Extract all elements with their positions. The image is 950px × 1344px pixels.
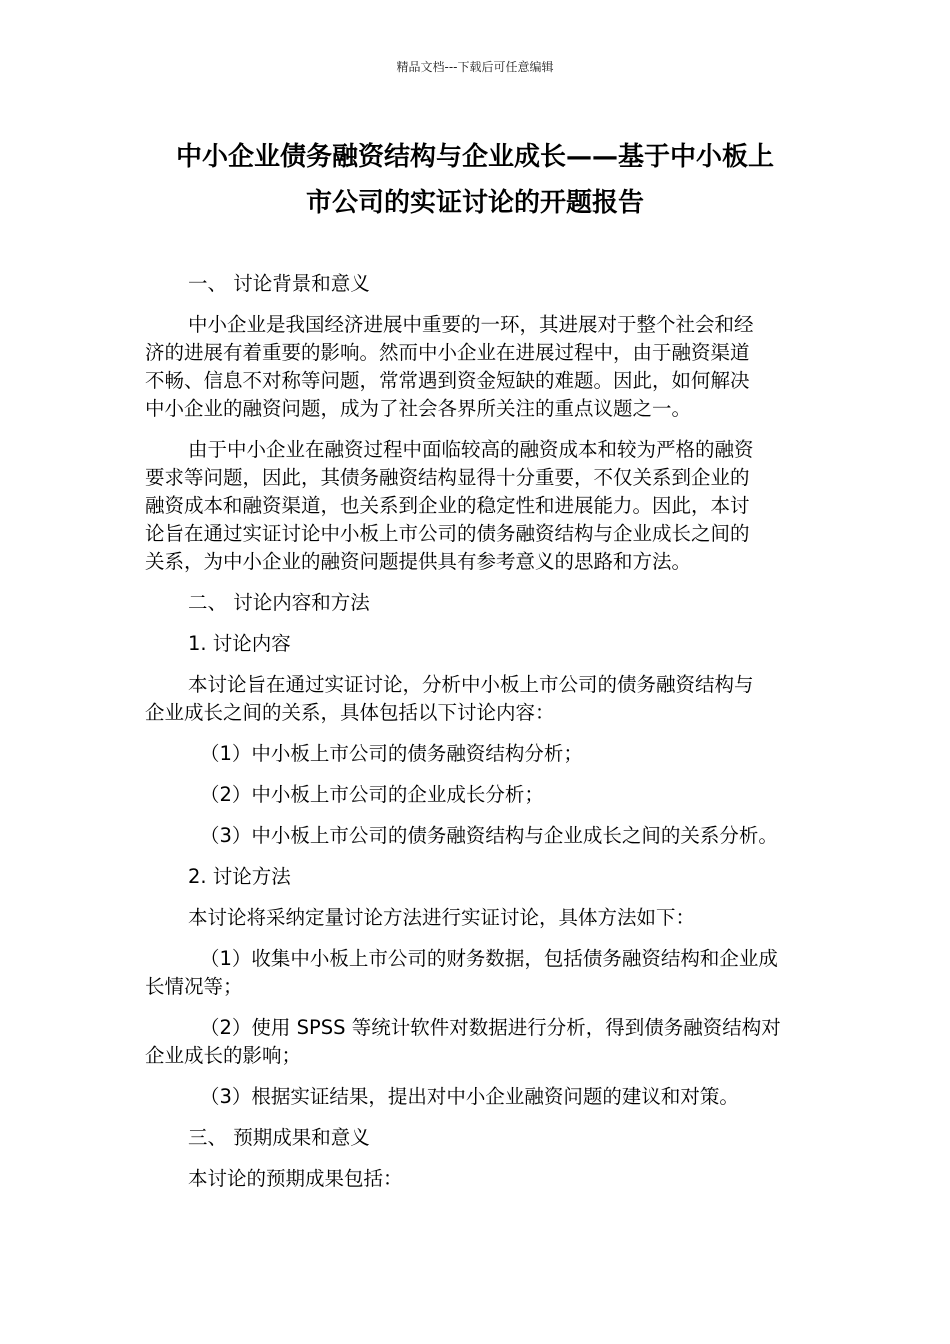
paragraph-line: 济的进展有着重要的影响。然而中小企业在进展过程中，由于融资渠道 bbox=[145, 341, 750, 364]
paragraph bbox=[145, 1165, 809, 1193]
list-item-line: （2）使用 SPSS 等统计软件对数据进行分析，得到债务融资结构对 bbox=[200, 1016, 781, 1039]
section-heading: 三、 预期成果和意义 bbox=[188, 1126, 370, 1149]
list-item bbox=[145, 740, 809, 768]
document-body bbox=[145, 270, 809, 1206]
document-title bbox=[140, 134, 810, 226]
paragraph bbox=[145, 671, 809, 727]
section-heading: 二、 讨论内容和方法 bbox=[188, 591, 370, 614]
list-item-line: （3）中小板上市公司的债务融资结构与企业成长之间的关系分析。 bbox=[200, 824, 778, 847]
paragraph bbox=[145, 311, 809, 423]
subsection-heading: 2. 讨论方法 bbox=[188, 865, 291, 888]
paragraph bbox=[145, 436, 809, 576]
list-item bbox=[145, 822, 809, 850]
list-item bbox=[145, 781, 809, 809]
paragraph-line: 论旨在通过实证讨论中小板上市公司的债务融资结构与企业成长之间的 bbox=[145, 522, 750, 545]
paragraph-line: 融资成本和融资渠道，也关系到企业的稳定性和进展能力。因此，本讨 bbox=[145, 494, 750, 517]
paragraph-line: 本讨论将采纳定量讨论方法进行实证讨论，具体方法如下： bbox=[188, 906, 696, 929]
list-item bbox=[145, 1083, 809, 1111]
title-line: 中小企业债务融资结构与企业成长——基于中小板上 bbox=[175, 142, 774, 172]
paragraph-line: 中小企业的融资问题，成为了社会各界所关注的重点议题之一。 bbox=[145, 397, 692, 420]
paragraph-line: 中小企业是我国经济进展中重要的一环，其进展对于整个社会和经 bbox=[188, 313, 754, 336]
paragraph-line: 由于中小企业在融资过程中面临较高的融资成本和较为严格的融资 bbox=[188, 438, 754, 461]
subsection-heading: 1. 讨论内容 bbox=[188, 632, 291, 655]
paragraph-line: 本讨论旨在通过实证讨论，分析中小板上市公司的债务融资结构与 bbox=[188, 673, 754, 696]
paragraph-line: 企业成长之间的关系，具体包括以下讨论内容： bbox=[145, 701, 555, 724]
list-item-line: （1）中小板上市公司的债务融资结构分析； bbox=[200, 742, 583, 765]
list-item bbox=[145, 1014, 809, 1070]
list-item-line: 长情况等； bbox=[145, 975, 243, 998]
paragraph-line: 要求等问题，因此，其债务融资结构显得十分重要，不仅关系到企业的 bbox=[145, 466, 750, 489]
list-item-line: （2）中小板上市公司的企业成长分析； bbox=[200, 783, 544, 806]
paragraph-line: 不畅、信息不对称等问题，常常遇到资金短缺的难题。因此，如何解决 bbox=[145, 369, 750, 392]
header-note: 精品文档---下载后可任意编辑 bbox=[396, 60, 554, 74]
paragraph-line: 关系，为中小企业的融资问题提供具有参考意义的思路和方法。 bbox=[145, 550, 692, 573]
list-item-line: （3）根据实证结果，提出对中小企业融资问题的建议和对策。 bbox=[200, 1085, 739, 1108]
paragraph bbox=[145, 904, 809, 932]
paragraph-line: 本讨论的预期成果包括： bbox=[188, 1167, 403, 1190]
list-item-line: （1）收集中小板上市公司的财务数据，包括债务融资结构和企业成 bbox=[200, 947, 778, 970]
list-item bbox=[145, 945, 809, 1001]
title-line: 市公司的实证讨论的开题报告 bbox=[305, 188, 644, 218]
list-item-line: 企业成长的影响； bbox=[145, 1044, 302, 1067]
section-heading: 一、 讨论背景和意义 bbox=[188, 272, 370, 295]
